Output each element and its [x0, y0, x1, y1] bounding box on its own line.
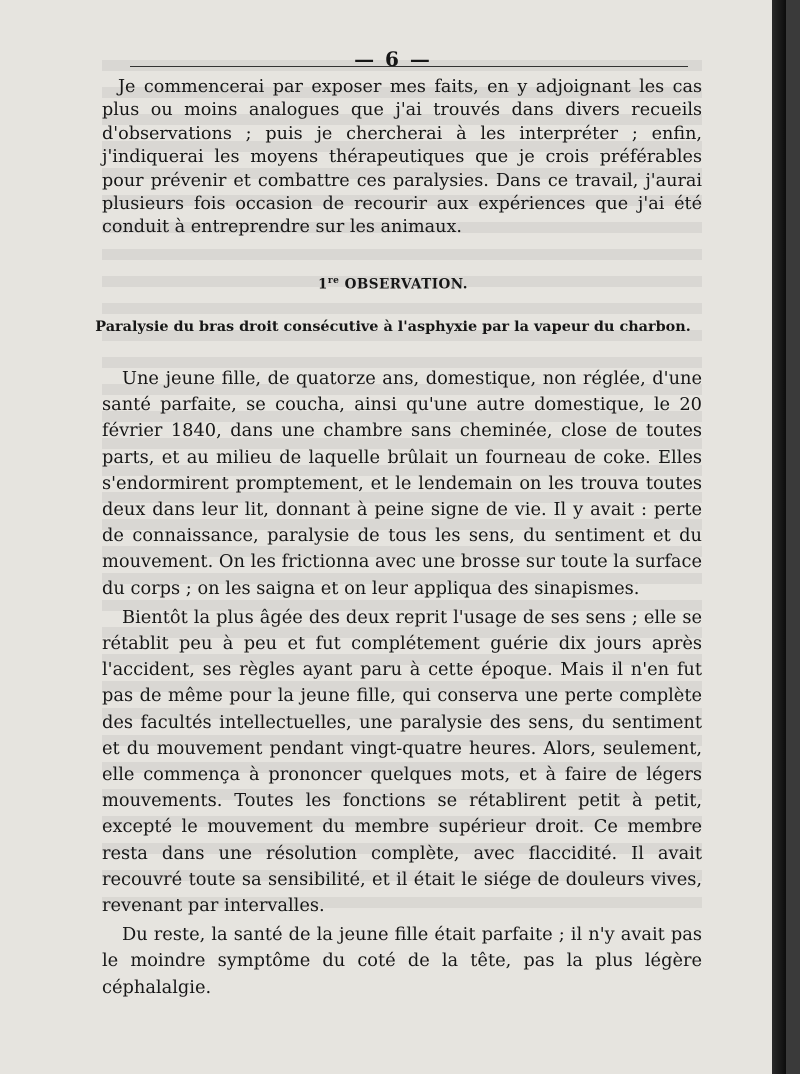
- page-edge-shadow: [772, 0, 786, 1074]
- header-rule: [130, 66, 688, 67]
- observation-heading: [0, 276, 786, 293]
- observation-label: OBSERVATION.: [344, 276, 468, 293]
- paragraph-3: Du reste, la santé de la jeune fille était parfaite ; il n'y avait pas le moindre symptôme du coté de la tête, pas la plus légère céphalalgie.: [102, 924, 702, 998]
- page-number: — 6 —: [354, 47, 432, 71]
- intro-paragraph: [102, 76, 702, 240]
- observation-subtitle: Paralysie du bras droit consécutive à l'asphyxie par la vapeur du charbon.: [95, 318, 691, 335]
- observation-number: 1: [318, 276, 328, 293]
- observation-body: [102, 366, 702, 1001]
- observation-suffix: re: [327, 276, 340, 286]
- paragraph-1: Une jeune fille, de quatorze ans, domestique, non réglée, d'une santé parfaite, se coucha, ainsi qu'une autre domestique, le 20 février 1840, dans une chambre sans cheminée, close de toutes parts, et au milieu de laquelle brûlait un fourneau de coke. Elles s'endormirent promptement, et le lendemain on les trouva toutes deux dans leur lit, donnant à peine signe de vie. Il y avait : perte de connaissance, paralysie de tous les sens, du sentiment et du mouvement. On les frictionna avec une brosse sur toute la surface du corps ; on les saigna et on leur appliqua des sinapismes.: [102, 368, 702, 599]
- intro-text: Je commencerai par exposer mes faits, en y adjoignant les cas plus ou moins analogues que j'ai trouvés dans divers recueils d'observations ; puis je chercherai à les interpréter ; enfin, j'indiquerai les moyens thérapeutiques que je crois préférables pour prévenir et combattre ces paralysies. Dans ce travail, j'aurai plusieurs fois occasion de recourir aux expériences que j'ai été conduit à entreprendre sur les animaux.: [102, 77, 702, 238]
- paragraph-2: Bientôt la plus âgée des deux reprit l'usage de ses sens ; elle se rétablit peu à peu et fut complétement guérie dix jours après l'accident, ses règles ayant paru à cette époque. Mais il n'en fut pas de même pour la jeune fille, qui conserva une perte complète des facultés intellectuelles, une paralysie des sens, du sentiment et du mouvement pendant vingt-quatre heures. Alors, seulement, elle commença à prononcer quelques mots, et à faire de légers mouvements. Toutes les fonctions se rétablirent petit à petit, excepté le mouvement du membre supérieur droit. Ce membre resta dans une résolution complète, avec flaccidité. Il avait recouvré toute sa sensibilité, et il était le siége de douleurs vives, revenant par intervalles.: [102, 606, 702, 917]
